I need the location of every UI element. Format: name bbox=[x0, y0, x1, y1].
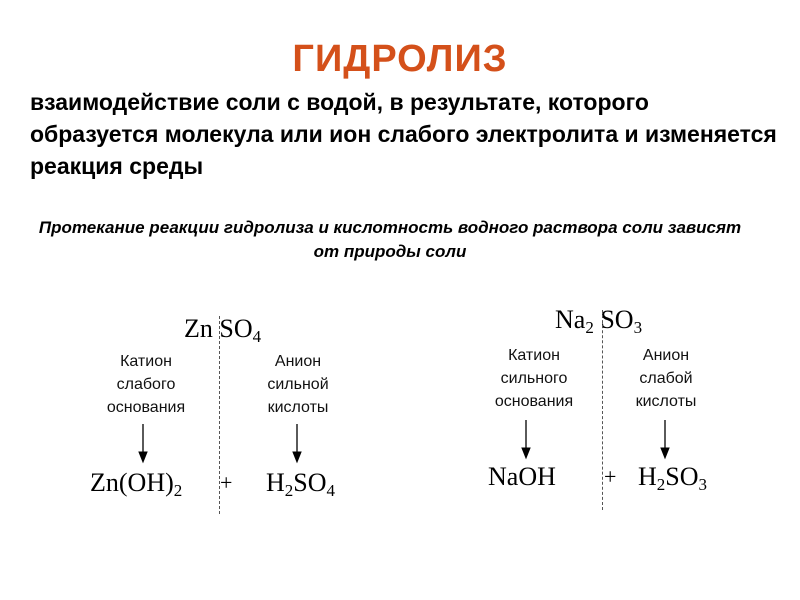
left-salt-cation: Zn bbox=[184, 314, 213, 343]
left-acid-prefix-subscript: 2 bbox=[284, 481, 294, 500]
left-anion-label: Анион сильной кислоты bbox=[267, 353, 329, 416]
right-salt-cation-subscript: 2 bbox=[585, 318, 594, 337]
left-plus-sign: + bbox=[220, 470, 233, 495]
right-salt-anion: SO bbox=[600, 305, 634, 334]
left-salt-anion: SO bbox=[219, 314, 253, 343]
left-base-formula: Zn(OH) bbox=[90, 468, 174, 497]
right-salt-cation: Na bbox=[555, 305, 586, 334]
right-plus-sign: + bbox=[604, 464, 617, 489]
right-acid-subscript: 3 bbox=[698, 475, 708, 494]
right-anion-arrow bbox=[661, 420, 669, 458]
right-product-base bbox=[488, 462, 556, 492]
left-acid-subscript: 4 bbox=[326, 481, 336, 500]
left-cation-arrow bbox=[139, 424, 147, 462]
page-title: ГИДРОЛИЗ bbox=[292, 38, 508, 80]
left-acid-prefix: H bbox=[266, 468, 285, 497]
right-acid-formula: SO bbox=[665, 462, 699, 491]
right-salt-formula bbox=[555, 305, 642, 335]
right-divider-line bbox=[602, 310, 603, 510]
left-salt-anion-subscript: 4 bbox=[252, 327, 262, 346]
left-acid-formula: SO bbox=[293, 468, 327, 497]
left-base-subscript: 2 bbox=[173, 481, 183, 500]
right-cation-arrow bbox=[522, 420, 530, 458]
right-salt-anion-subscript: 3 bbox=[633, 318, 643, 337]
right-base-formula: NaOH bbox=[488, 462, 556, 491]
right-anion-label: Анион слабой кислоты bbox=[635, 347, 697, 410]
definition-text: взаимодействие соли с водой, в результате, которого образуется молекула или ион слабого электролита и изменяется реакция среды bbox=[30, 89, 777, 179]
left-anion-arrow bbox=[293, 424, 301, 462]
subtitle-text: Протекание реакции гидролиза и кислотность водного раствора соли зависят от природы соли bbox=[38, 218, 742, 261]
left-product-base bbox=[90, 468, 182, 498]
right-acid-prefix: H bbox=[638, 462, 657, 491]
right-product-acid bbox=[638, 462, 707, 492]
right-cation-label: Катион сильного основания bbox=[494, 347, 574, 410]
left-cation-label: Катион слабого основания bbox=[106, 353, 186, 416]
left-product-acid bbox=[266, 468, 335, 498]
right-acid-prefix-subscript: 2 bbox=[656, 475, 666, 494]
